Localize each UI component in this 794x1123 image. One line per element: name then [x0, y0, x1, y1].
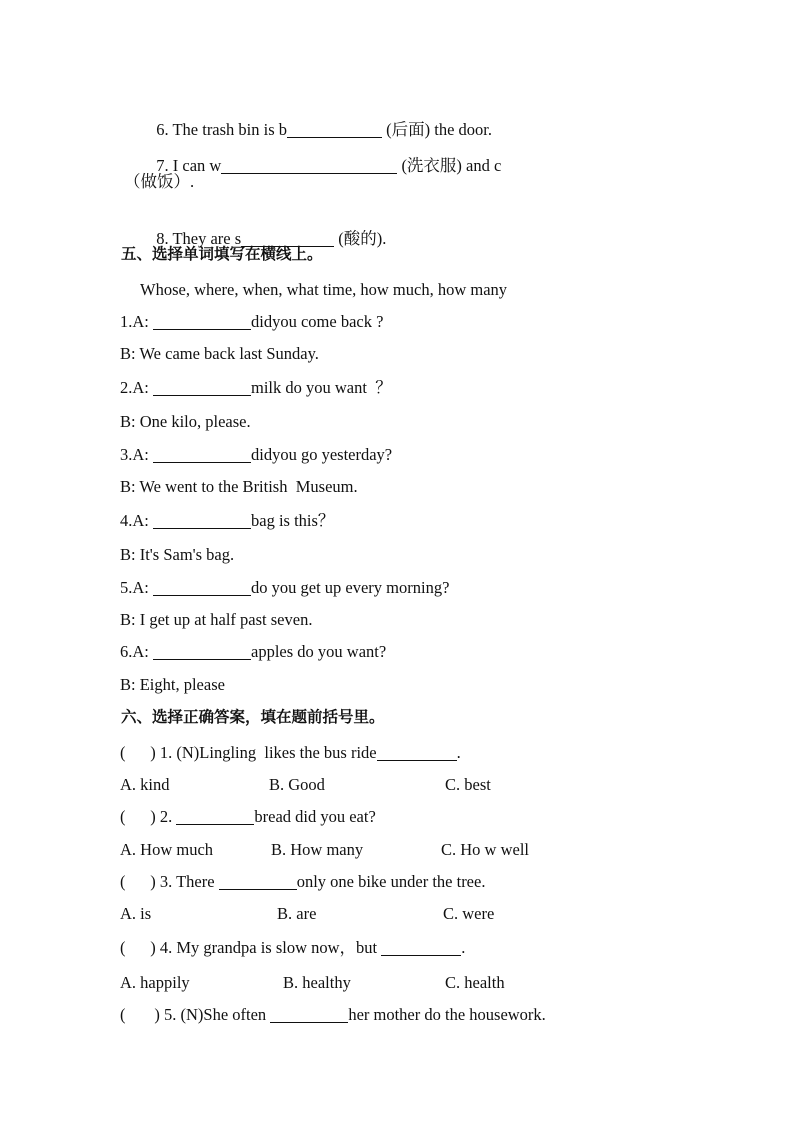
answer-parentheses[interactable]: ( ) 5. [120, 1005, 181, 1024]
question-hint: (酸的). [334, 229, 387, 248]
question-text: 6. The trash bin is b [156, 120, 288, 139]
item-number: 3.A: [120, 445, 153, 464]
answer-blank [219, 873, 297, 890]
question-8 [148, 209, 386, 249]
dialogue-b-3: B: We went to the British Museum. [120, 477, 358, 496]
question-text: 8. They are s [156, 229, 242, 248]
answer-blank [377, 744, 457, 761]
dialogue-b-5: B: I get up at half past seven. [120, 610, 313, 629]
question-text: 7. I can w [156, 156, 222, 175]
item-number: 4.A: [120, 511, 153, 530]
option-a[interactable]: A. is [120, 904, 152, 923]
dialogue-a-4 [120, 511, 334, 531]
question-text: didyou come back ? [251, 312, 384, 331]
question-text: . [461, 938, 466, 957]
mc-question-5 [120, 1005, 546, 1025]
answer-blank[interactable] [153, 643, 251, 660]
answer-parentheses[interactable]: ( ) 1. [120, 743, 177, 762]
question-text: her mother do the housework. [348, 1005, 546, 1024]
section-5-heading: 五、选择单词填写在横线上。 [121, 245, 323, 263]
question-text: (N)Lingling likes the bus ride [176, 743, 377, 762]
question-7-continuation: （做饭）. [124, 172, 195, 191]
question-text: There [176, 872, 219, 891]
question-text: apples do you want? [251, 642, 387, 661]
question-text: bag is this？ [251, 511, 335, 530]
answer-blank[interactable] [153, 446, 251, 463]
question-text: milk do you want ？ [251, 378, 392, 397]
answer-blank[interactable] [153, 512, 251, 529]
question-hint: (洗衣服) and c [397, 156, 502, 175]
item-number: 5.A: [120, 578, 153, 597]
answer-blank [381, 939, 461, 956]
mc-question-4 [120, 938, 465, 958]
section-6-heading: 六、选择正确答案，填在题前括号里。 [121, 708, 385, 726]
answer-blank[interactable] [221, 157, 397, 174]
answer-blank [176, 808, 254, 825]
answer-parentheses[interactable]: ( ) 3. [120, 872, 177, 891]
mc-question-3 [120, 872, 485, 892]
dialogue-a-2 [120, 378, 392, 398]
question-6 [148, 100, 492, 140]
question-text: My grandpa is slow now，but [176, 938, 382, 957]
dialogue-b-6: B: Eight, please [120, 675, 225, 694]
option-a[interactable]: A. How much [120, 840, 214, 859]
item-number: 1.A: [120, 312, 153, 331]
dialogue-a-3 [120, 445, 392, 465]
item-number: 6.A: [120, 642, 153, 661]
dialogue-b-4: B: It's Sam's bag. [120, 545, 235, 564]
option-b[interactable]: B. healthy [283, 973, 351, 992]
answer-parentheses[interactable]: ( ) 2. [120, 807, 177, 826]
answer-blank[interactable] [153, 313, 251, 330]
option-a[interactable]: A. happily [120, 973, 190, 992]
word-bank: Whose, where, when, what time, how much, how many [140, 280, 508, 299]
question-text: bread did you eat? [254, 807, 376, 826]
dialogue-a-1 [120, 312, 383, 332]
option-b[interactable]: B. Good [269, 775, 325, 794]
option-c[interactable]: C. health [445, 973, 505, 992]
dialogue-a-6 [120, 642, 386, 662]
question-text: only one bike under the tree. [296, 872, 486, 891]
question-hint: (后面) the door. [382, 120, 493, 139]
mc-question-1 [120, 743, 461, 763]
option-c[interactable]: C. Ho w well [441, 840, 529, 859]
question-7 [148, 136, 501, 176]
question-text: (N)She often [180, 1005, 271, 1024]
dialogue-b-2: B: One kilo, please. [120, 412, 251, 431]
option-a[interactable]: A. kind [120, 775, 170, 794]
question-text: do you get up every morning? [251, 578, 450, 597]
mc-question-2 [120, 807, 376, 827]
answer-blank[interactable] [153, 579, 251, 596]
question-text: didyou go yesterday? [251, 445, 393, 464]
option-b[interactable]: B. How many [271, 840, 364, 859]
answer-parentheses[interactable]: ( ) 4. [120, 938, 177, 957]
item-number: 2.A: [120, 378, 153, 397]
answer-blank [270, 1006, 348, 1023]
answer-blank[interactable] [153, 379, 251, 396]
option-c[interactable]: C. best [445, 775, 491, 794]
question-text: . [456, 743, 461, 762]
dialogue-a-5 [120, 578, 449, 598]
option-c[interactable]: C. were [443, 904, 495, 923]
option-b[interactable]: B. are [277, 904, 317, 923]
dialogue-b-1: B: We came back last Sunday. [120, 344, 319, 363]
